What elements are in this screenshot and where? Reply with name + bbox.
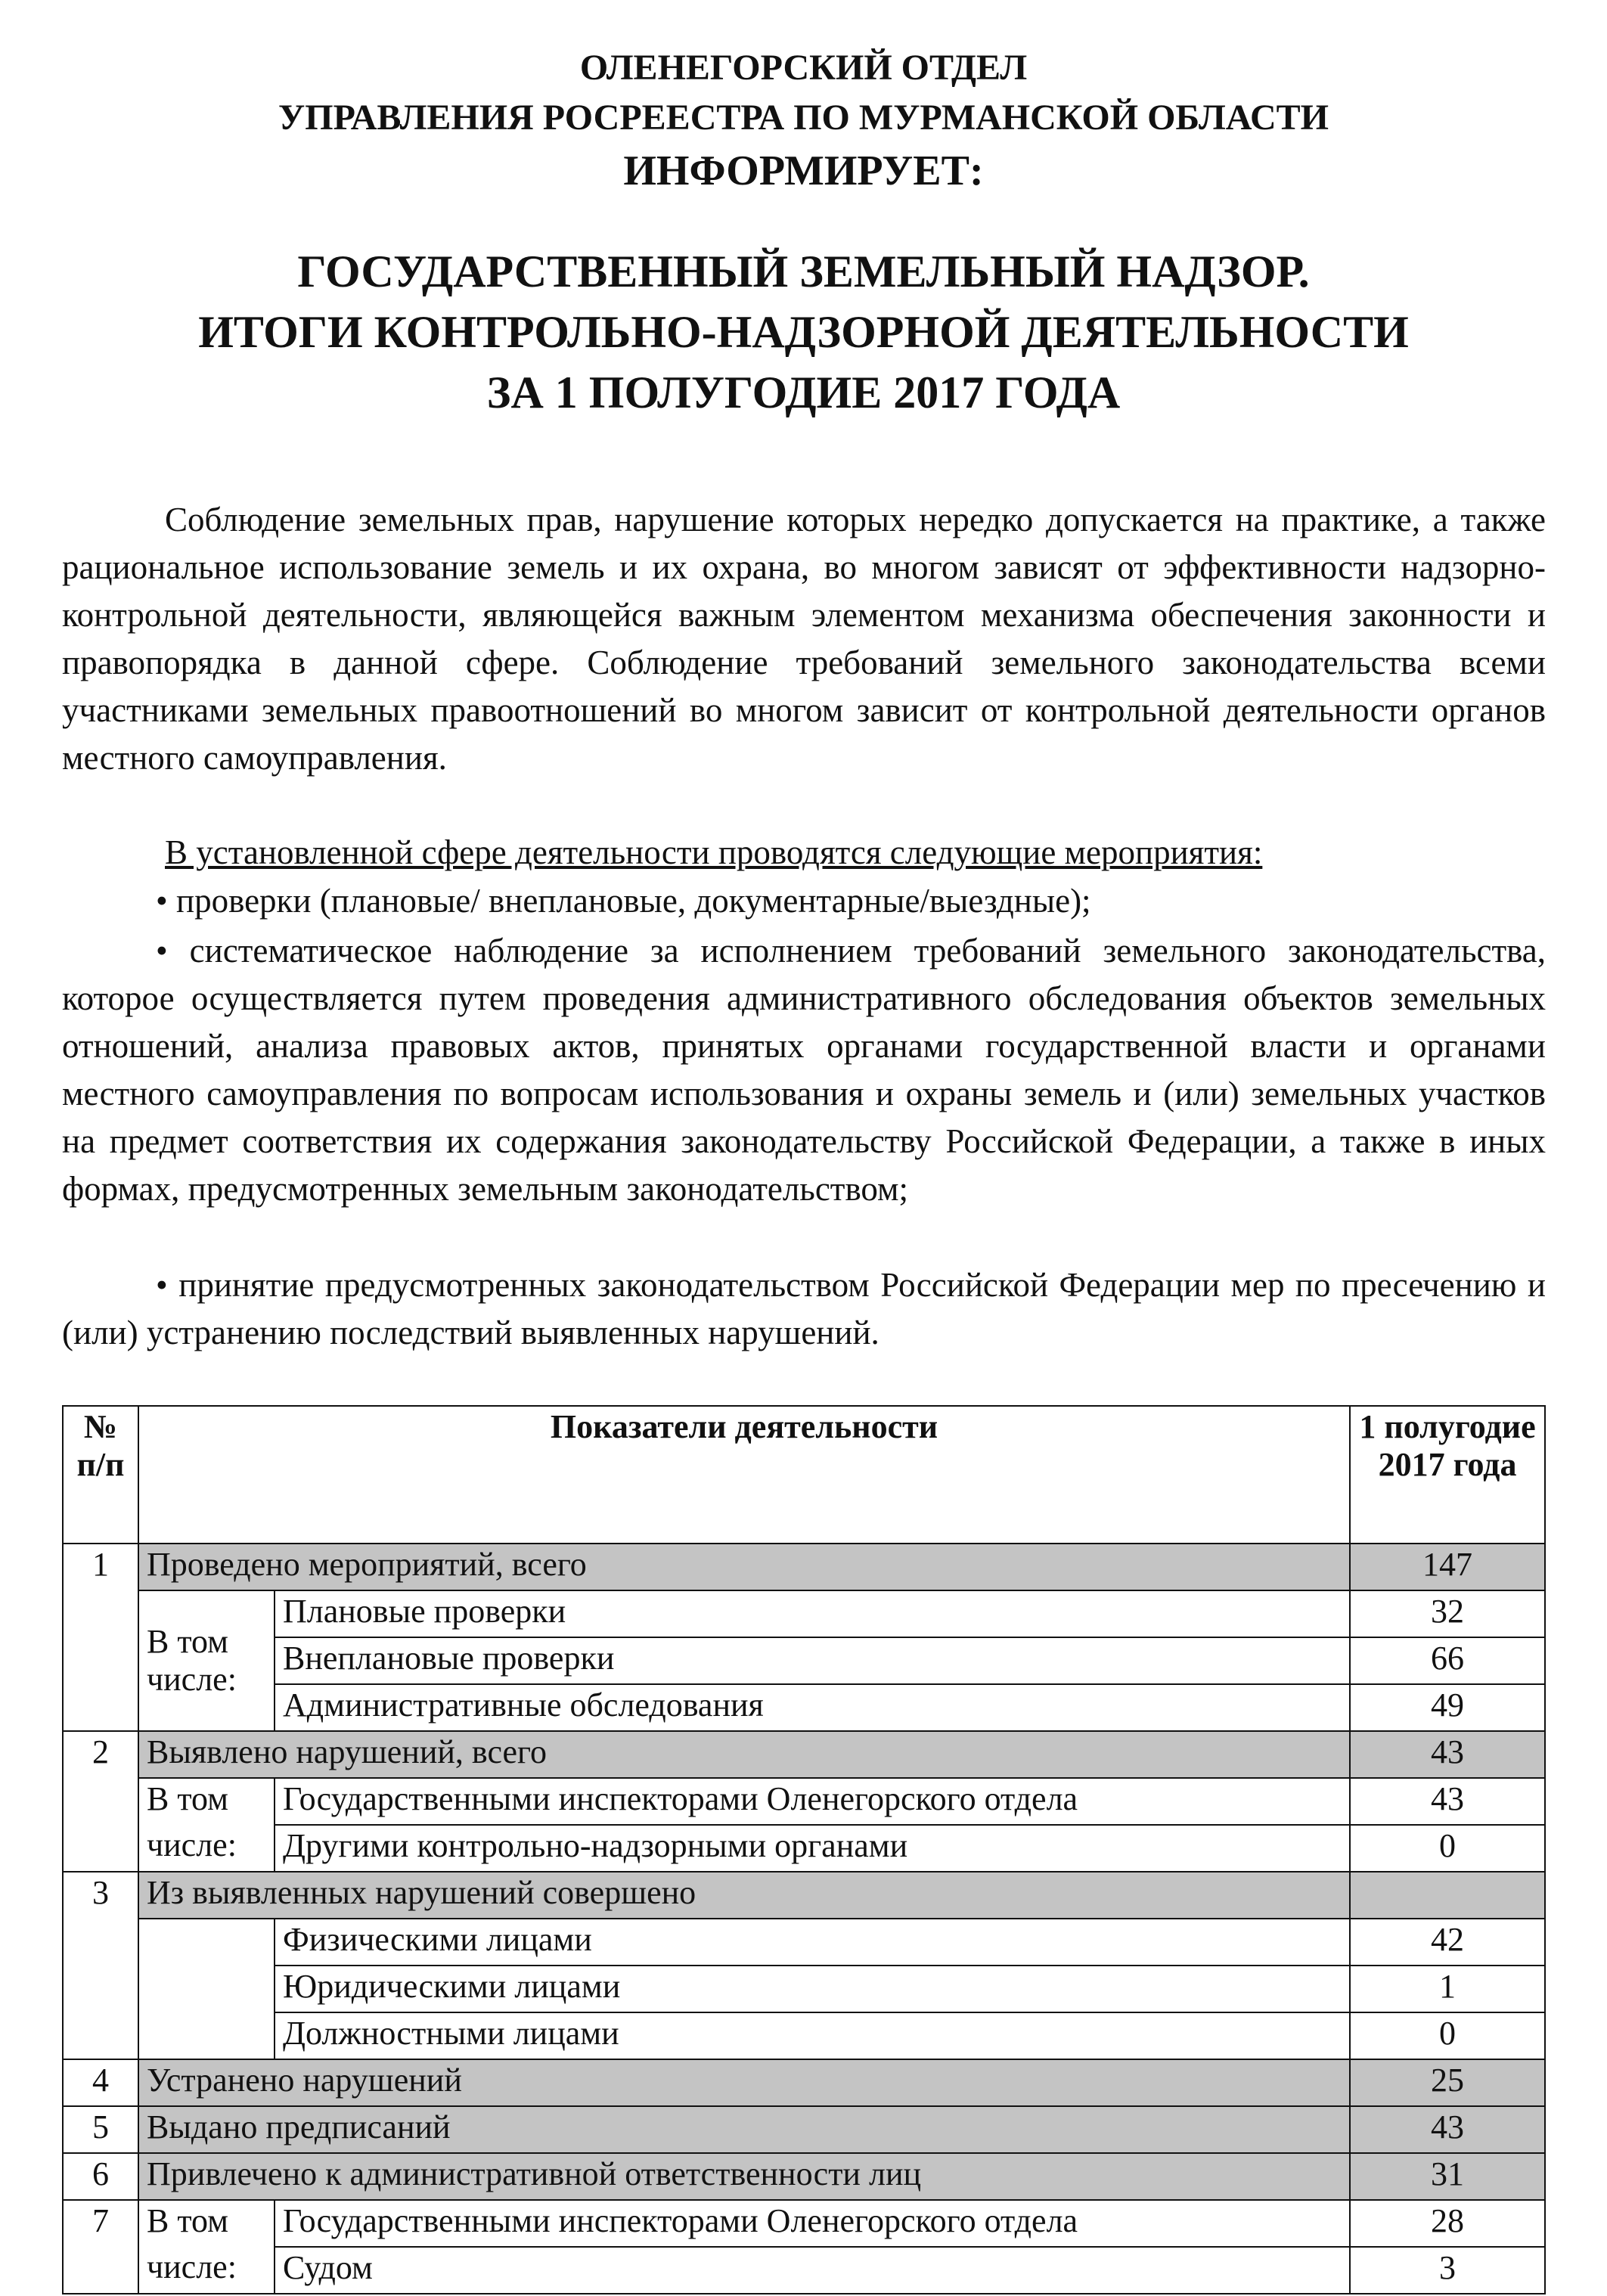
row-num: 4: [63, 2059, 138, 2106]
table-row: [63, 1731, 1545, 1778]
subgroup-label-line-2: числе:: [138, 1825, 275, 1872]
row-value: 42: [1350, 1919, 1545, 1966]
table-row: [63, 1684, 1545, 1731]
table-row: [63, 2153, 1545, 2200]
row-label: Проведено мероприятий, всего: [138, 1544, 1350, 1590]
header-indicator: Показатели деятельности: [138, 1406, 1350, 1544]
statistics-table: [62, 1405, 1546, 2294]
row-value: 28: [1350, 2200, 1545, 2247]
table-row: [63, 2059, 1545, 2106]
subgroup-label-line-1: В том: [138, 2200, 275, 2247]
subgroup-label: В том числе:: [138, 1590, 275, 1731]
title-line-1: ГОСУДАРСТВЕННЫЙ ЗЕМЕЛЬНЫЙ НАДЗОР.: [297, 247, 1310, 296]
table-row: [63, 1590, 1545, 1637]
row-value: 147: [1350, 1544, 1545, 1590]
row-num: 7: [63, 2200, 138, 2294]
row-value: 31: [1350, 2153, 1545, 2200]
bullet-measures: • принятие предусмотренных законодательством Российской Федерации мер по пресечению и (или) устранению последствий выявленных нарушений.: [62, 1266, 1546, 1351]
bullet-inspections: • проверки (плановые/ внеплановые, документарные/выездные);: [156, 882, 1091, 920]
table-row: [63, 1637, 1545, 1684]
row-label: Плановые проверки: [275, 1590, 1350, 1637]
row-value: 43: [1350, 1731, 1545, 1778]
row-label: Выдано предписаний: [138, 2106, 1350, 2153]
header-line-3: ИНФОРМИРУЕТ:: [623, 147, 984, 194]
row-label: Государственными инспекторами Оленегорского отдела: [275, 1778, 1350, 1825]
row-label: Внеплановые проверки: [275, 1637, 1350, 1684]
header-line-2: УПРАВЛЕНИЯ РОСРЕЕСТРА ПО МУРМАНСКОЙ ОБЛАСТИ: [278, 98, 1329, 138]
table-row: [63, 1872, 1545, 1919]
row-value: 43: [1350, 1778, 1545, 1825]
row-label: Устранено нарушений: [138, 2059, 1350, 2106]
subgroup-label-line-1: В том: [138, 1778, 275, 1825]
row-label: Из выявленных нарушений совершено: [138, 1872, 1350, 1919]
row-label: Должностными лицами: [275, 2012, 1350, 2059]
measures-subheading: В установленной сфере деятельности проводятся следующие мероприятия:: [165, 833, 1263, 871]
subgroup-label-line-2: числе:: [138, 2247, 275, 2294]
table-row: [63, 2012, 1545, 2059]
table-row: [63, 2247, 1545, 2294]
row-label: Физическими лицами: [275, 1919, 1350, 1966]
table-row: [63, 1825, 1545, 1872]
row-num: 6: [63, 2153, 138, 2200]
title-line-3: ЗА 1 ПОЛУГОДИЕ 2017 ГОДА: [486, 368, 1121, 417]
table-row: [63, 1778, 1545, 1825]
row-value: 66: [1350, 1637, 1545, 1684]
row-value: 43: [1350, 2106, 1545, 2153]
row-value: 25: [1350, 2059, 1545, 2106]
row-value: 49: [1350, 1684, 1545, 1731]
header-line-1: ОЛЕНЕГОРСКИЙ ОТДЕЛ: [579, 48, 1028, 88]
row-value: [1350, 1872, 1545, 1919]
row-num: 2: [63, 1731, 138, 1872]
table-header-row: [63, 1406, 1545, 1544]
row-value: 1: [1350, 1966, 1545, 2012]
row-num: 3: [63, 1872, 138, 2059]
row-value: 0: [1350, 2012, 1545, 2059]
intro-paragraph: Соблюдение земельных прав, нарушение которых нередко допускается на практике, а также рациональное использование земель и их охрана, во многом зависят от эффективности надзорно-контрольной деятельности, являющейся важным элементом механизма обеспечения законности и правопорядка в данной сфере. Соблюдение требований земельного законодательства всеми участниками земельных правоотношений во многом зависит от контрольной деятельности органов местного самоуправления.: [62, 501, 1546, 777]
row-value: 32: [1350, 1590, 1545, 1637]
bullet-observation: • систематическое наблюдение за исполнением требований земельного законодательства, которое осуществляется путем проведения административного обследования объектов земельных отношений, анализа правовых актов, принятых органами государственной власти и органами местного самоуправления по вопросам использования и охраны земель и (или) земельных участков на предмет соответствия их содержания законодательству Российской Федерации, а также в иных формах, предусмотренных земельным законодательством;: [62, 932, 1546, 1208]
row-label: Государственными инспекторами Оленегорского отдела: [275, 2200, 1350, 2247]
header-period: 1 полугодие 2017 года: [1350, 1406, 1545, 1544]
row-value: 0: [1350, 1825, 1545, 1872]
row-num: 5: [63, 2106, 138, 2153]
table-row: [63, 1966, 1545, 2012]
row-label: Юридическими лицами: [275, 1966, 1350, 2012]
row-num: 1: [63, 1544, 138, 1731]
row-label: Выявлено нарушений, всего: [138, 1731, 1350, 1778]
row-label: Привлечено к административной ответственности лиц: [138, 2153, 1350, 2200]
subgroup-blank: [138, 1919, 275, 2059]
table-row: [63, 2200, 1545, 2247]
row-label: Судом: [275, 2247, 1350, 2294]
table-row: [63, 1919, 1545, 1966]
table-row: [63, 2106, 1545, 2153]
table-row: [63, 1544, 1545, 1590]
row-label: Другими контрольно-надзорными органами: [275, 1825, 1350, 1872]
header-num: № п/п: [63, 1406, 138, 1544]
row-value: 3: [1350, 2247, 1545, 2294]
row-label: Административные обследования: [275, 1684, 1350, 1731]
title-line-2: ИТОГИ КОНТРОЛЬНО-НАДЗОРНОЙ ДЕЯТЕЛЬНОСТИ: [198, 307, 1409, 357]
